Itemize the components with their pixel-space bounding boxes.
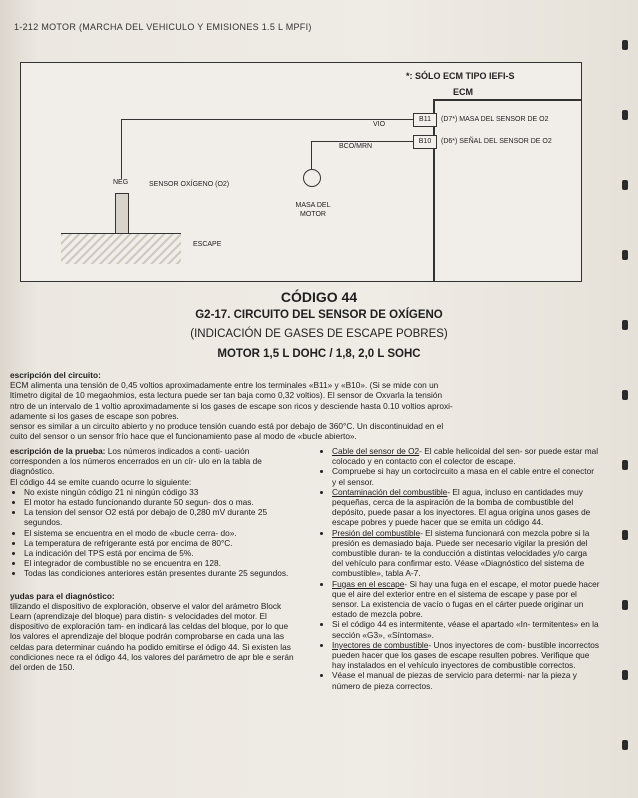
exhaust-pipe-icon (61, 233, 181, 264)
binding-hole (622, 250, 628, 260)
description-line: ECM alimenta una tensión de 0,45 voltios aproximadamente entre los terminales «B11» y «B10». (Si se mide con un (10, 380, 439, 391)
list-item: • Fugas en el escape- Si hay una fuga en el escape, el motor puede hacer que el aire del exterior entre en el sistema de escape y pase por el sensor. La existencia de vacío o fugas en el cárter puede originar un estado de mezcla pobre. (332, 579, 600, 620)
binding-hole (622, 670, 628, 680)
binding-hole (622, 110, 628, 120)
diagnosis-checklist (318, 446, 600, 691)
exhaust-label: ESCAPE (193, 241, 222, 248)
list-item: • Todas las condiciones anteriores están presentes durante 25 segundos. (24, 568, 300, 578)
circuit-description (10, 370, 598, 441)
test-intro: Los números indicados a conti- uación corresponden a los números encerrados en un cír- ulo en la tabla de diagnóstico. (10, 446, 262, 477)
list-item: • Véase el manual de piezas de servicio para determi- nar la pieza y número de pieza correctos. (332, 670, 600, 690)
binding-hole (622, 530, 628, 540)
wire-bco: BCO/MRN (339, 143, 373, 150)
circuit-diagram (20, 62, 582, 282)
list-item: • El motor ha estado funcionando durante 50 segun- dos o mas. (24, 497, 300, 507)
circuit-title: G2-17. CIRCUITO DEL SENSOR DE OXÍGENO (195, 309, 443, 321)
list-item: • No existe ningún código 21 ni ningún código 33 (24, 487, 300, 497)
binding-hole (622, 390, 628, 400)
page-header: 1-212 MOTOR (MARCHA DEL VEHICULO Y EMISIONES 1.5 L MPFI) (14, 22, 312, 32)
list-item: • La temperatura de refrigerante está por encima de 80°C. (24, 538, 300, 548)
list-item: • Si el código 44 es intermitente, véase el apartado «In- termitentes» en la sección «G3», «Síntomas». (332, 619, 600, 639)
test-heading: escripción de la prueba: (10, 446, 106, 456)
ground-label: MASA DEL MOTOR (295, 202, 331, 218)
list-item: • El sistema se encuentra en el modo de «bucle cerra- do». (24, 528, 300, 538)
description-line: ltímetro digital de 10 megaohmios, esta lectura puede ser tan baja como 0,32 voltios). El sensor de Oxvarla la tensión (10, 390, 443, 401)
indication-title: (INDICACIÓN DE GASES DE ESCAPE POBRES) (190, 328, 448, 340)
test-description (10, 446, 300, 672)
list-item: • Presión del combustible- El sistema funcionará con mezcla pobre si la presión es demasiado baja. Puede ser necesario vigilar la presión del combustible duran- te la conducción a distintas velocidades y/o carga del vehículo para confirmar esto. Véase «Diagnóstico del sistema de combustible», tabla A-7. (332, 528, 600, 579)
test-sub: El código 44 se emite cuando ocurre lo siguiente: (10, 476, 192, 487)
list-item: • El integrador de combustible no se encuentra en 128. (24, 558, 300, 568)
pin1-desc: (D7*) MASA DEL SENSOR DE O2 (441, 116, 549, 123)
list-item: • Inyectores de combustible- Unos inyectores de com- bustible incorrectos pueden hacer que los gases de escape resulten pobres. Verifique que hay instalados en el vehículo inyectores de combustible correctos. (332, 640, 600, 671)
oxygen-sensor-icon (115, 193, 129, 235)
list-item: • La indicación del TPS está por encima de 5%. (24, 548, 300, 558)
ground-icon (303, 169, 321, 187)
description-line: cuito del sensor o un sensor frío hace que el funcionamiento pase al modo de «bucle abierto». (10, 431, 357, 442)
code-title: CÓDIGO 44 (280, 289, 358, 305)
binding-hole (622, 320, 628, 330)
binding-hole (622, 40, 628, 50)
list-item: • Cable del sensor de O2- El cable helicoidal del sen- sor puede estar mal colocado y en contacto con el colector de escape. (332, 446, 600, 466)
help-text: tilizando el dispositivo de exploración, observe el valor del arámetro Block Learn (aprendizaje del bloque) para distin- s velocidades del motor. El dispositivo de exploración tam- en indicará las celdas del bloque, por lo que los valores el aprendizaje del bloque podrán comprobarse en cada una las celdas para determinar cuándo ha podido emitirse el ódigo 44. Si existen las condiciones nece ra el ódigo 44, los valores del parámetro de apr ble e serán del orden de 150. (10, 600, 294, 673)
binding-hole (622, 180, 628, 190)
pin2-desc: (D6*) SEÑAL DEL SENSOR DE O2 (441, 138, 552, 145)
binding-hole (622, 740, 628, 750)
sensor-label: SENSOR OXÍGENO (O2) (149, 181, 230, 188)
condition-list (10, 487, 300, 579)
binding-hole (622, 600, 628, 610)
binding-hole (622, 460, 628, 470)
ecm-note: *: SÓLO ECM TIPO IEFI-S (406, 71, 515, 81)
engine-title: MOTOR 1,5 L DOHC / 1,8, 2,0 L SOHC (217, 348, 421, 360)
description-line: sensor es similar a un circuito abierto y no produce tensión cuando está por debajo de 360°C. Un discontinuidad en el (10, 421, 444, 432)
list-item: • Compruebe si hay un cortocircuito a masa en el cable entre el conector y el sensor. (332, 466, 600, 486)
description-heading: escripción del circuito: (10, 370, 101, 380)
help-heading: yudas para el diagnóstico: (10, 590, 115, 601)
wire-vio: VIO (373, 121, 386, 128)
pin-b10: B10 (413, 135, 437, 149)
description-line: adamente si los gases de escape son pobres. (10, 410, 179, 421)
description-line: ntro de un intervalo de 1 voltio aproximadamente si los gases de escape son ricos y desciende hasta 0.10 voltios aproxi- (10, 400, 453, 411)
list-item: • Contaminación del combustible- El agua, incluso en cantidades muy pequeñas, cerca de la aspiración de la bomba de combustible del depósito, puede pasar a los inyectores. El agua origina unos gases de escape pobres y puede hacer que se emita un código 44. (332, 487, 600, 528)
list-item: • La tension del sensor O2 está por debajo de 0,280 mV durante 25 segundos. (24, 507, 300, 527)
ecm-label: ECM (453, 87, 473, 97)
neg-label: NEG (113, 179, 129, 186)
pin-b11: B11 (413, 113, 437, 127)
